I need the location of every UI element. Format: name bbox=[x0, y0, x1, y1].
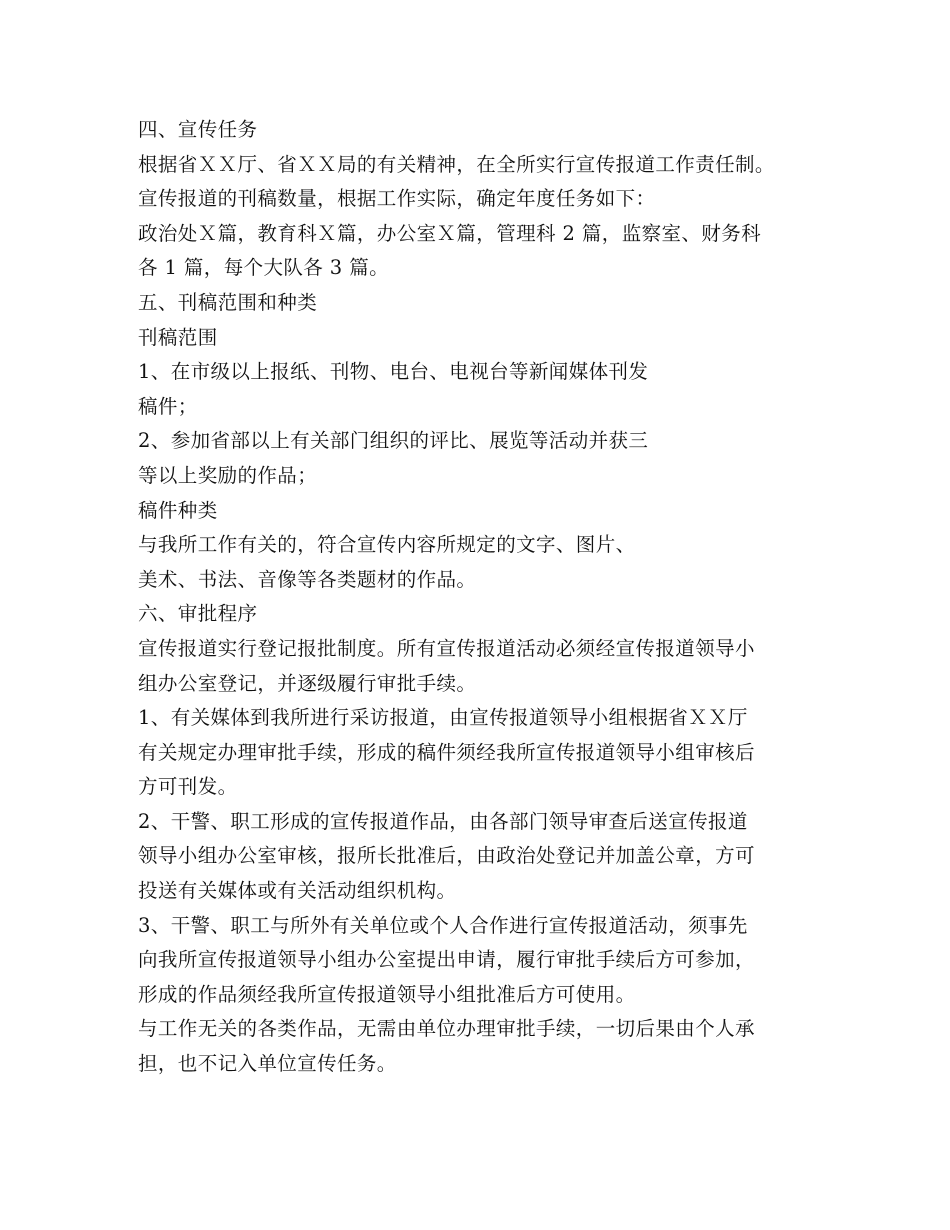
subheading-types: 稿件种类 bbox=[138, 498, 218, 522]
list-item-line: 稿件； bbox=[138, 394, 198, 418]
paragraph-line: 担，也不记入单位宣传任务。 bbox=[138, 1052, 397, 1076]
list-item-line: 领导小组办公室审核，报所长批准后，由政治处登记并加盖公章，方可 bbox=[138, 844, 755, 868]
document-body bbox=[138, 113, 838, 1082]
list-item-line: 1、有关媒体到我所进行采访报道，由宣传报道领导小组根据省ＸＸ厅 bbox=[138, 706, 748, 730]
list-item-line: 2、参加省部以上有关部门组织的评比、展览等活动并获三 bbox=[138, 429, 649, 453]
paragraph-line: 根据省ＸＸ厅、省ＸＸ局的有关精神，在全所实行宣传报道工作责任制。 bbox=[138, 152, 775, 176]
section-heading-approval-procedure: 六、审批程序 bbox=[138, 602, 258, 626]
list-item-line: 有关规定办理审批手续，形成的稿件须经我所宣传报道领导小组审核后 bbox=[138, 740, 755, 764]
list-item-line: 向我所宣传报道领导小组办公室提出申请，履行审批手续后方可参加， bbox=[138, 948, 755, 972]
list-item-line: 投送有关媒体或有关活动组织机构。 bbox=[138, 879, 457, 903]
list-item-line: 3、干警、职工与所外有关单位或个人合作进行宣传报道活动，须事先 bbox=[138, 913, 748, 937]
paragraph-line: 宣传报道的刊稿数量，根据工作实际，确定年度任务如下： bbox=[138, 187, 656, 211]
list-item-line: 方可刊发。 bbox=[138, 775, 238, 799]
paragraph-line: 宣传报道实行登记报批制度。所有宣传报道活动必须经宣传报道领导小 bbox=[138, 636, 755, 660]
paragraph-line: 组办公室登记，并逐级履行审批手续。 bbox=[138, 671, 477, 695]
list-item-line: 等以上奖励的作品； bbox=[138, 463, 318, 487]
paragraph-line: 与我所工作有关的，符合宣传内容所规定的文字、图片、 bbox=[138, 533, 636, 557]
subheading-scope: 刊稿范围 bbox=[138, 325, 218, 349]
list-item-line: 形成的作品须经我所宣传报道领导小组批准后方可使用。 bbox=[138, 982, 636, 1006]
section-heading-scope-and-types: 五、刊稿范围和种类 bbox=[138, 290, 318, 314]
section-heading-propaganda-tasks: 四、宣传任务 bbox=[138, 118, 258, 141]
list-item-line: 2、干警、职工形成的宣传报道作品，由各部门领导审查后送宣传报道 bbox=[138, 809, 748, 833]
paragraph-line: 美术、书法、音像等各类题材的作品。 bbox=[138, 567, 477, 591]
paragraph-line: 政治处Ｘ篇，教育科Ｘ篇，办公室Ｘ篇，管理科 2 篇，监察室、财务科 bbox=[138, 221, 762, 245]
list-item-line: 1、在市级以上报纸、刊物、电台、电视台等新闻媒体刊发 bbox=[138, 360, 649, 384]
paragraph-line: 与工作无关的各类作品，无需由单位办理审批手续，一切后果由个人承 bbox=[138, 1017, 755, 1041]
paragraph-line: 各 1 篇，每个大队各 3 篇。 bbox=[138, 256, 390, 280]
